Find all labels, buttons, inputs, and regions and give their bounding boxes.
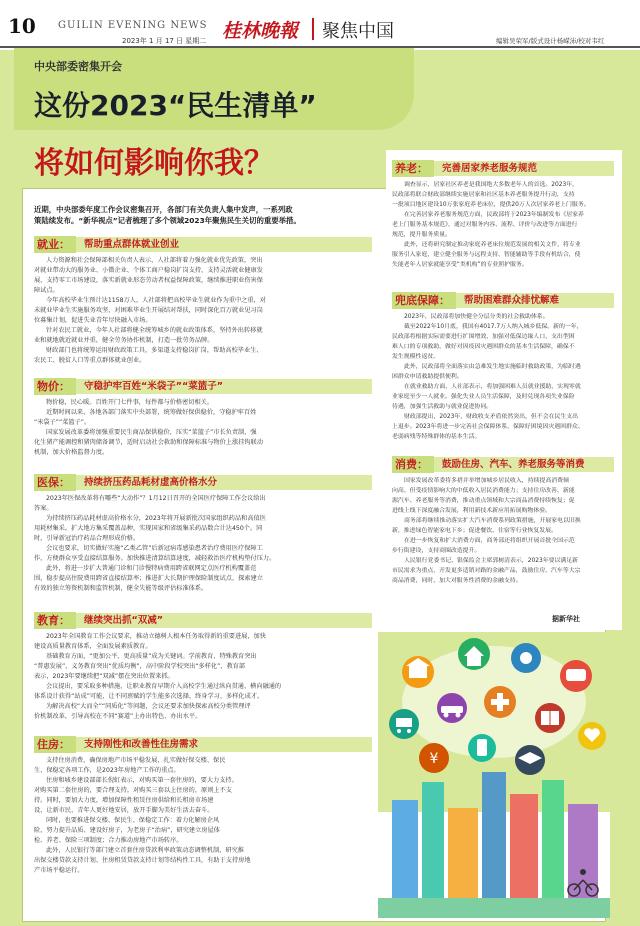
intro-paragraph: 近期，中央部委年度工作会议密集召开，各部门有关负责人集中发声，一系列政 策陆续发布。“新华视点”记者梳理了多个领域2023年聚焦民生关切的重要举措。: [34, 205, 301, 225]
section-body-wujia: 物价稳，民心暖。百姓开门七件事，每件都与价格密切相关。 近期时间以来，各地各部门落实中央部署，统筹做好保供稳价，守稳护牢百姓 “米袋子”“菜篮子”。 国家发展改革委将加强重要民生商品保供稳价，压实“菜篮子”市长负责制，强 化生猪产能调控和猪肉储备调节，适时启动社会救助和保障标准与物价上涨挂钩联动 机制，加大价格监督力度。: [34, 399, 263, 456]
section-tag: 医保：: [34, 474, 76, 491]
section-tag: 就业：: [34, 236, 76, 253]
phone-icon: [468, 734, 496, 762]
section-title: 帮助重点群体就业创业: [76, 237, 372, 252]
editor-credit: 编辑吴荣军/版式设计杨嵘沛/校对韦红: [496, 37, 605, 45]
section-heading-jiaoyu: [34, 612, 372, 628]
section-heading-zhufang: [34, 736, 372, 752]
section-body-doudi: 2023年，民政部将加快健全分层分类的社会救助体系。 截至2022年10月底，我国有4017.7万人纳入城乡低保。新的一年， 民政部将根据实际需要进行扩围增效，加强对低保边缘人口、支出型困 难人口的专项救助，做好对因疫因灾遇困群众的基本生活保障，确保不 发生规模性返贫。 此外，民政部将全面落实由急难发生地实施临时救助政策，为临时遇 困群众申请救助提供便利。 在就业救助方面，人社部表示，将加强困难人员就业援助，实现零就 业家庭至少一人就业。强化失业人员生活保障，及时兑现各项失业保险 待遇，加强生活救助与就业促进协同。 财政部提出，2023年，财政收支矛盾依然突出，但不会在民生支出 上退步。2023年将进一步完善社会保障体系，保障好困境因灾遇困群众、 老弱病残等特殊群体的基本生活。: [392, 314, 584, 440]
gear-icon: [511, 643, 541, 673]
heart-icon: [578, 722, 606, 750]
headline-title: 这份2023“民生清单”: [34, 89, 317, 122]
section-title: 继续突出抓“双减”: [76, 613, 372, 628]
news-source: 据新华社: [552, 615, 580, 623]
section-heading-yibao: [34, 474, 372, 490]
house-icon: [458, 638, 490, 670]
section-title: 持续挤压药品耗材虚高价格水分: [76, 475, 372, 490]
section-body-yibao: 2023年医保改革将有哪些“大动作”？1月12日召开的全国医疗保障工作会议给出 答案。 为持续挤压药品耗材虚高价格水分，2023年将开展新批次国家组织药品和高值医 用耗材集采。扩大地方集采覆盖品种，实现国家和省级集采药品数合计达450个。同 时，引导新冠治疗药品合理形成价格。 会议也要求，切实做好实施“乙类乙管”后新冠病毒感染患者治疗费用医疗保障工 作，方便群众享受直接结算服务。加快推进清算结算速度，减轻救治医疗机构垫付压力。 此外，将进一步扩大普通门诊和门诊慢特病费用跨省联网定点医疗机构覆盖范 围，稳步提高住院费用跨省直接结算率；推进扩大长期护理保险制度试点，探索建立 有效的独立筹资机制和监管机制，健全失能等级评估标准体系。: [34, 495, 276, 592]
section-title: 完善居家养老服务规范: [434, 161, 614, 176]
section-body-yanglao: 调查显示，居家社区养老是我国绝大多数老年人的首选。2023年， 民政部将联合财政部继续实施居家和社区基本养老服务提升行动，支持 一批项目地区建设10万张家庭养老床位，提供20万人次居家养老上门服务。 在完善居家养老服务规范方面，民政部将于2023年编制发布《居家养 老上门服务基本规范》，通过对服务内容、流程、评价与改进等方面进行 规范，提升服务质量。 此外，还将研究制定推动家庭养老床位规范发展的相关文件，将专业 服务引入家庭，建立健全服务与远程支持、智能辅助等手段有机结合，使 失能老年人居家就能享受“类机构”的专业照护服务。: [392, 182, 590, 268]
section-heading-jiuye: [34, 236, 372, 252]
section-tag: 养老：: [392, 160, 434, 177]
section-tag: 住房：: [34, 736, 76, 753]
section-body-xiaofei: 国家发展改革委将多措并举增加城乡居民收入，持续提高消费倾 向高、但受疫情影响大的中低收入居民消费能力；支持住房改善、新能 源汽车、养老服务等消费，推动重点领域和大宗商品消费持续恢复；促 进线上线下深度融合发展，利用新技术新应用拓展购物体验。 商务部将继续推动落实扩大汽车消费系列政策措施，开展家电以旧换 新，推进绿色智能家电下乡；促进餐饮、住宿等行业恢复发展。 在进一步恢复和扩大消费方面，商务部还将组织开展首批全国示范 步行街建设，支持商圈改造提升。 人民银行党委书记、银保监会主席郭树清表示，2023年要以满足新 市民需求为重点，开发更多适销对路的金融产品，鼓励住房、汽车等大宗 商品消费，同时，加大对服务性消费的金融支持。: [392, 478, 581, 584]
money-icon: [419, 743, 449, 773]
bank-icon: [402, 656, 434, 688]
section-title: 帮助困难群众排忧解难: [456, 293, 614, 308]
medical-icon: [484, 686, 516, 718]
chat-icon: [560, 660, 592, 692]
svg-text:¥: ¥: [429, 751, 439, 767]
section-heading-xiaofei: [392, 456, 614, 472]
issue-date: 2023年 1 月 17 日 星期二: [122, 37, 207, 45]
section-tag: 消费：: [392, 456, 434, 473]
headline-kicker: 中央部委密集开会: [34, 60, 122, 73]
city-life-icons-illustration: [378, 632, 610, 918]
logo-divider: [312, 18, 314, 40]
shopping-cart-icon: [389, 709, 419, 739]
book-icon: [535, 703, 565, 733]
section-body-zhufang: 支持住房消费，确保房地产市场平稳发展，扎实做好保交楼、保民 生、保稳定各项工作，是2023年房地产工作的重点。 住房和城乡建设部部长倪虹表示，对购买第一套住房的，要大力支持。 对购买第二套住房的，要合理支持。对购买三套以上住房的，原则上不支 持。同时，要加大力度，增加保障性租赁住房供给和长租房市场建 设，让新市民、青年人更好地安居，放开手脚为美好生活去奋斗。 同时，也要推进保交楼、保民生、保稳定工作：着力化解房企风 险，努力提升品质、建设好房子，为老房子“治病”，研究建立房屋体 检、养老、保险三项制度；合力推动房地产市场转序。 此外，人民银行等部门建立首套住房贷款利率政策动态调整机制，研究推 出保交楼贷款支持计划、住房租赁贷款支持计划等结构性工具，有助于支持房地 产市场平稳运行。: [34, 757, 251, 874]
section-tag: 物价：: [34, 378, 76, 395]
section-title: 鼓励住房、汽车、养老服务等消费: [434, 457, 614, 472]
section-tag: 教育：: [34, 612, 76, 629]
section-body-jiuye: 人力资源和社会保障部相关负责人表示，人社部将着力强化就业优先政策，突出 对就业带动大的服务业、小微企业、个体工商户稳岗扩岗支持，支持灵活就业健康发 展，支持零工市场建设，落实新就业形态劳动者权益保障政策，继续推进职业伤害保 障试点。 今年高校毕业生预计达1158万人，人社部将把高校毕业生就业作为重中之重，对 未就业毕业生实施服务攻坚，对困难毕业生开展结对帮扶，同时深化百万就业见习岗 位募集计划，促进失业青年尽快融入市场。 针对农民工就业，今年人社部将健全统筹城乡的就业政策体系，坚持外出转移就 业和就地就近就业并重，健全劳务协作机制，打造一批劳务品牌。 财政部门也将统筹运用财政政策工具，多渠道支持稳岗扩岗，帮助高校毕业生、 农民工、脱贫人口等重点群体就业创业。: [34, 257, 266, 364]
headline-subtitle: 将如何影响你我？: [34, 146, 274, 181]
car-icon: [437, 693, 467, 723]
section-name: 聚焦中国: [322, 21, 394, 42]
paper-logo: 桂林晚報: [222, 20, 299, 42]
paper-name: GUILIN EVENING NEWS: [58, 20, 208, 31]
section-title: 支持刚性和改善性住房需求: [76, 737, 372, 752]
page-number: 10: [8, 14, 36, 38]
section-heading-wujia: [34, 378, 372, 394]
section-title: 守稳护牢百姓“米袋子”“菜篮子”: [76, 379, 372, 394]
section-tag: 兜底保障：: [392, 292, 456, 309]
section-heading-yanglao: [392, 160, 614, 176]
page-header: [0, 0, 640, 48]
graduation-cap-icon: [515, 745, 545, 775]
section-heading-doudi: [392, 292, 614, 308]
section-body-jiaoyu: 2023年全国教育工作会议要求，推动立德树人根本任务取得新的重要进展，加快 建设高质量教育体系，全面发展素质教育。 基础教育方面，“更加公平、更高质量”成为关键词。学前教育、特殊教育突出 “普惠发展”，义务教育突出“优质均衡”，高中阶段学校突出“多样化”，教育部 表示，2023年要继续把“双减”摆在突出位置来抓。 会议提出，要采取多种措施，让职业教育早期介入高校学生通过纵向贯通、横向融通的 体系设计获得“站成”可能，让不同禀赋的学生能多次选择、终身学习、多样化成才。 为解决高校“大而全”“同质化”等问题，会议还要求加快探索高校分类管理评 价机制改革，引导高校在不同“赛道”上办出特色、办出水平。: [34, 633, 282, 720]
